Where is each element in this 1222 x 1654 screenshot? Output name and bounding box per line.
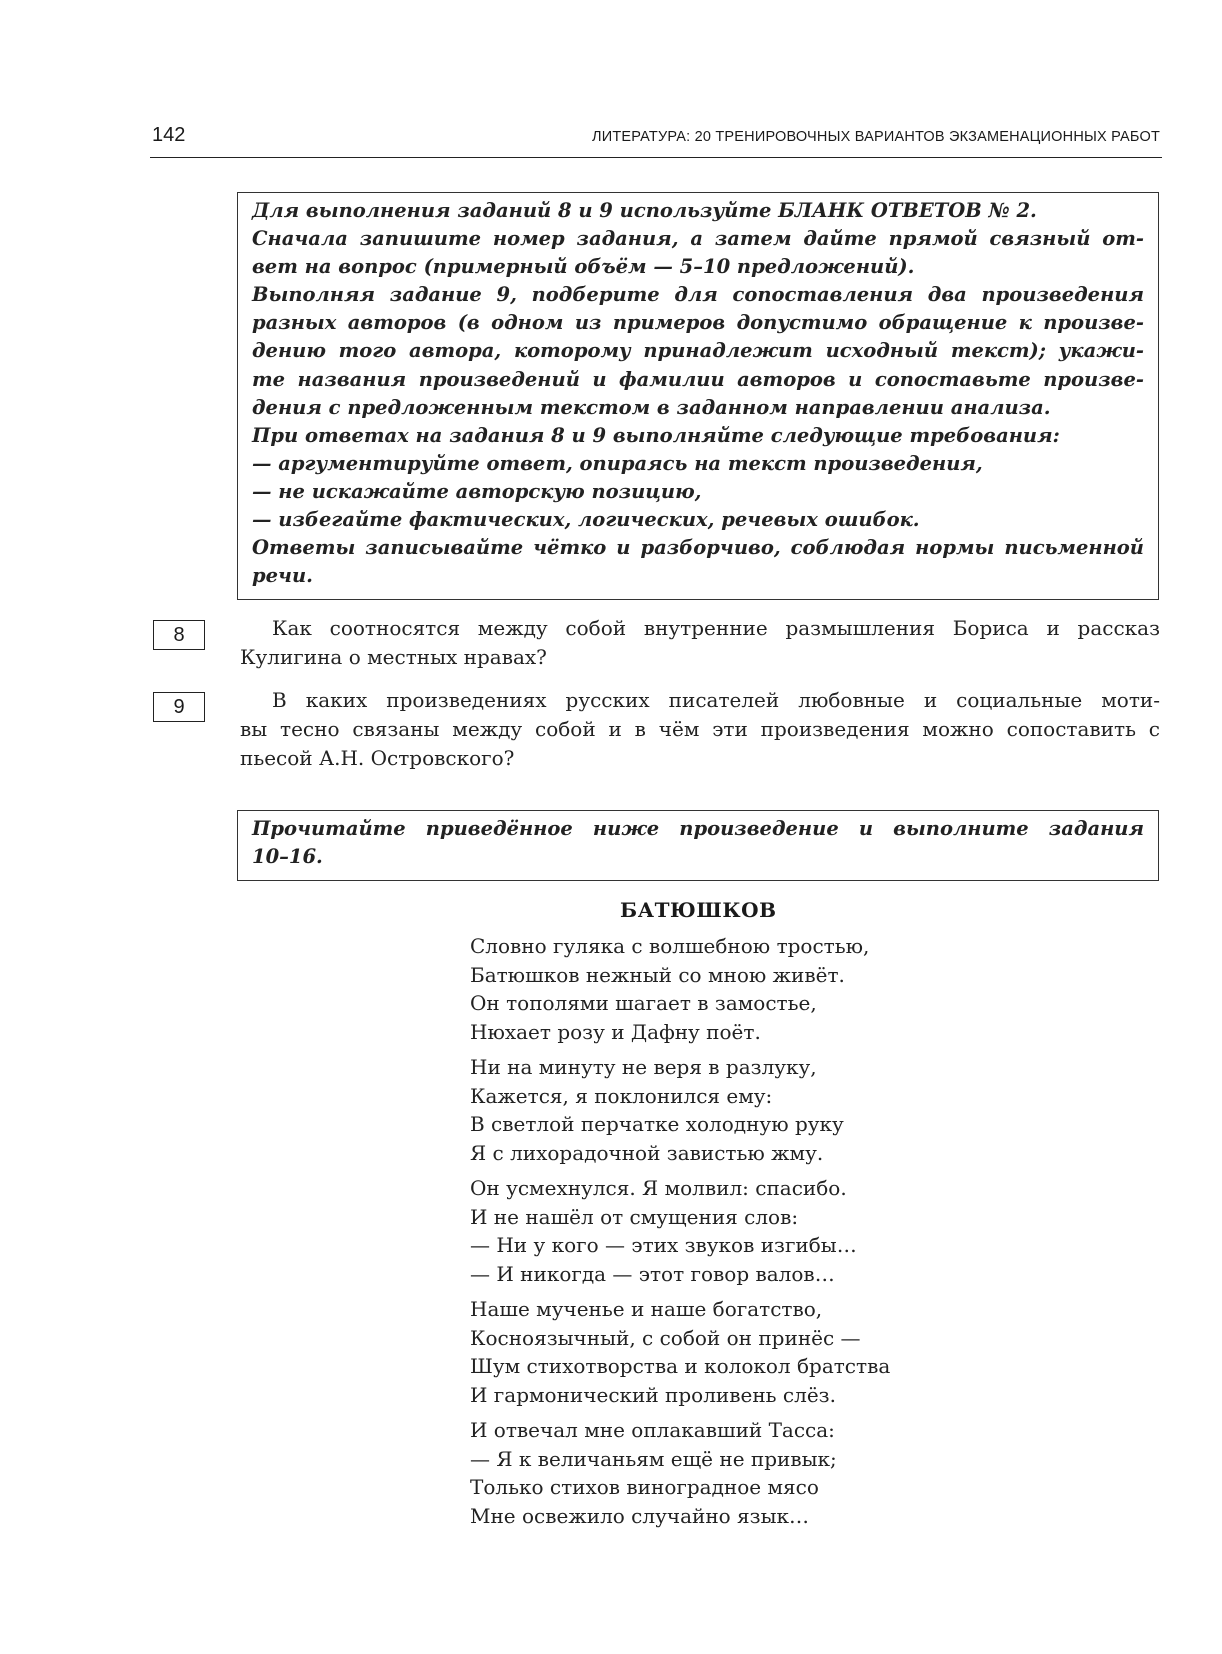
- poem-line: Кажется, я поклонился ему:: [470, 1083, 773, 1108]
- task-number-9: 9: [153, 692, 205, 722]
- instructions-line: — не искажайте авторскую позицию,: [252, 479, 702, 503]
- poem-line: — Я к величаньям ещё не привык;: [470, 1446, 837, 1471]
- poem-line: — И никогда — этот говор валов…: [470, 1261, 835, 1286]
- header-divider: [150, 157, 1162, 158]
- poem-stanza: [470, 1295, 890, 1409]
- task-line: вы тесно связаны между собой и в чём эти произведения можно сопоставить с: [240, 717, 1160, 741]
- instructions-line: дения с предложенным текстом в заданном направлении анализа.: [252, 395, 1051, 419]
- reading-instruction-line: Прочитайте приведённое ниже произведение и выполните задания: [252, 817, 1144, 840]
- poem-line: Шум стихотворства и колокол братства: [470, 1354, 891, 1378]
- poem-line: Мне освежило случайно язык…: [470, 1503, 809, 1528]
- running-title: ЛИТЕРАТУРА: 20 ТРЕНИРОВОЧНЫХ ВАРИАНТОВ ЭКЗАМЕНАЦИОННЫХ РАБОТ: [592, 129, 1160, 145]
- poem-line: Косноязычный, с собой он принёс —: [470, 1325, 861, 1350]
- poem-title: БАТЮШКОВ: [620, 898, 777, 922]
- instructions-line: Ответы записывайте чётко и разборчиво, соблюдая нормы письменной: [252, 536, 1144, 560]
- poem-line: Только стихов виноградное мясо: [470, 1475, 819, 1499]
- reading-instruction-line: 10–16.: [252, 845, 323, 869]
- instructions-line: При ответах на задания 8 и 9 выполняйте следующие требования:: [252, 423, 1060, 447]
- poem-stanza: [470, 1416, 837, 1530]
- poem-line: В светлой перчатке холодную руку: [470, 1112, 844, 1136]
- poem-stanza: [470, 932, 869, 1046]
- page-number: 142: [152, 124, 186, 146]
- instructions-box: [237, 192, 1159, 600]
- poem-stanza: [470, 1053, 844, 1167]
- instructions-line: речи.: [252, 564, 313, 588]
- instructions-line: — избегайте фактических, логических, речевых ошибок.: [252, 508, 920, 532]
- poem-line: Он усмехнулся. Я молвил: спасибо.: [470, 1176, 847, 1200]
- reading-instruction-box: [237, 810, 1159, 881]
- task-line: Как соотносятся между собой внутренние размышления Бориса и рассказ: [272, 616, 1160, 640]
- instructions-line: вет на вопрос (примерный объём — 5–10 предложений).: [252, 255, 915, 279]
- poem-line: — Ни у кого — этих звуков изгибы…: [470, 1233, 857, 1257]
- poem-line: И гармонический проливень слёз.: [470, 1382, 836, 1407]
- task-line: пьесой А.Н. Островского?: [240, 746, 515, 770]
- poem-stanza: [470, 1174, 857, 1288]
- poem-line: И не нашёл от смущения слов:: [470, 1204, 799, 1229]
- task-line: Кулигина о местных нравах?: [240, 645, 547, 669]
- poem-line: Ни на минуту не веря в разлуку,: [470, 1055, 817, 1079]
- instructions-line: Сначала запишите номер задания, а затем дайте прямой связный от-: [252, 227, 1144, 251]
- task-number-8: 8: [153, 620, 205, 650]
- instructions-line: Выполняя задание 9, подберите для сопоставления два произведения: [252, 283, 1144, 307]
- instructions-line: те названия произведений и фамилии авторов и сопоставьте произве-: [252, 367, 1144, 391]
- instructions-line: Для выполнения заданий 8 и 9 используйте БЛАНК ОТВЕТОВ № 2.: [252, 199, 1037, 222]
- instructions-line: дению того автора, которому принадлежит исходный текст); укажи-: [252, 339, 1144, 363]
- poem-line: Он тополями шагает в замостье,: [470, 991, 817, 1015]
- poem-line: Наше мученье и наше богатство,: [470, 1297, 823, 1321]
- task-line: В каких произведениях русских писателей любовные и социальные моти-: [272, 688, 1160, 712]
- poem-line: И отвечал мне оплакавший Тасса:: [470, 1418, 835, 1442]
- poem-line: Батюшков нежный со мною живёт.: [470, 962, 845, 987]
- poem-line: Я с лихорадочной завистью жму.: [470, 1140, 824, 1165]
- poem-line: Словно гуляка с волшебною тростью,: [470, 934, 870, 958]
- instructions-line: разных авторов (в одном из примеров допустимо обращение к произве-: [252, 311, 1144, 335]
- instructions-line: — аргументируйте ответ, опираясь на текст произведения,: [252, 451, 983, 475]
- task-9-question: [240, 686, 1160, 773]
- poem-line: Нюхает розу и Дафну поёт.: [470, 1019, 761, 1044]
- task-8-question: [240, 614, 1160, 672]
